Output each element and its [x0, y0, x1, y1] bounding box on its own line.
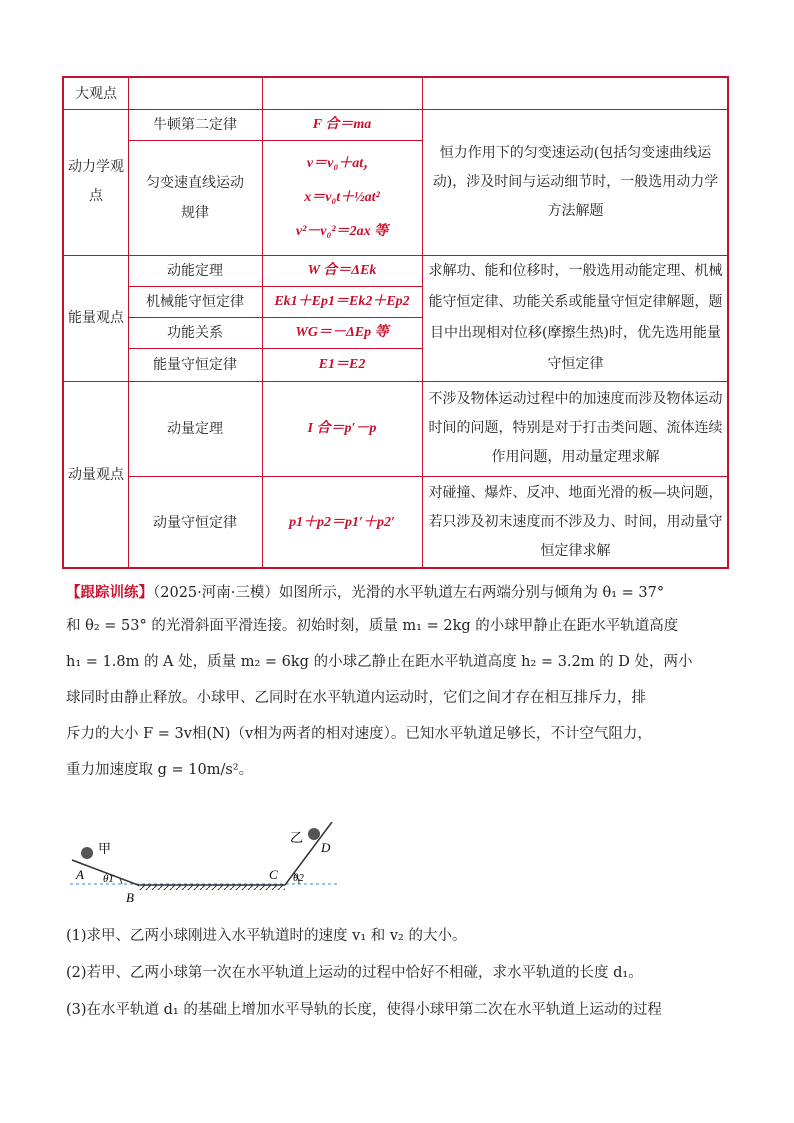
momentum-viewpoint: 动量观点 [68, 466, 124, 483]
law-mechanical-energy: 机械能守恒定律 [146, 293, 244, 310]
track-diagram [70, 822, 350, 907]
viewpoint-table [62, 76, 729, 569]
header-viewpoint: 大观点 [75, 85, 117, 102]
question-3: (3)在水平轨道 d₁ 的基础上增加水平导轨的长度，使得小球甲第二次在水平轨道上运动的过程 [66, 1002, 662, 1018]
label-yi: 乙 [290, 831, 304, 846]
problem-stem-line: 重力加速度取 g = 10m/s²。 [66, 762, 254, 778]
problem-stem [66, 582, 726, 795]
problem-tag: 【跟踪训练】 [66, 584, 153, 601]
momentum-conservation-description: 对碰撞、爆炸、反冲、地面光滑的板—块问题，若只涉及初末速度而不涉及力、时间，用动量守恒定律求解 [428, 485, 723, 559]
energy-description: 求解功、能和位移时，一般选用动能定理、机械能守恒定律、功能关系或能量守恒定律解题，题目中出现相对位移(摩擦生热)时，优先选用能量守恒定律 [428, 263, 723, 372]
law-uniform-acceleration: 匀变速直线运动规律 [146, 174, 244, 221]
law-momentum-theorem: 动量定理 [167, 420, 223, 437]
law-momentum-conservation: 动量守恒定律 [153, 514, 237, 531]
dynamics-viewpoint: 动力学观点 [68, 159, 124, 204]
problem-stem-line: h₁ = 1.8m 的 A 处，质量 m₂ = 6kg 的小球乙静止在距水平轨道高度 h₂ = 3.2m 的 D 处，两小 [66, 654, 693, 670]
problem-line-1 [66, 582, 726, 615]
formula-momentum-conservation: p1＋p2＝p1′＋p2′ [289, 514, 395, 530]
dynamics-description: 恒力作用下的匀变速运动(包括匀变速曲线运动)，涉及时间与运动细节时，一般选用动力学方法解题 [432, 144, 719, 219]
formula-momentum-theorem: I 合＝p′－p [307, 420, 377, 436]
formula-work-energy: WG＝－ΔEp 等 [295, 324, 389, 340]
ground-hatch [138, 885, 285, 890]
question-1: (1)求甲、乙两小球刚进入水平轨道时的速度 v₁ 和 v₂ 的大小。 [66, 928, 467, 944]
law-kinetic-energy: 动能定理 [167, 262, 223, 279]
ball-yi [308, 828, 320, 840]
problem-stem-line: 如图所示，光滑的水平轨道左右两端分别与倾角为 θ₁ = 37° [278, 585, 665, 601]
questions [66, 925, 726, 1036]
problem-stem-line: 斥力的大小 F = 3v相(N)（v相为两者的相对速度）。已知水平轨道足够长，不计空气阻力， [66, 726, 652, 742]
law-work-energy: 功能关系 [167, 324, 223, 341]
label-d: D [321, 840, 331, 855]
formula-line-3: v²－v₀²＝2ax 等 [295, 223, 389, 239]
label-jia: 甲 [98, 842, 112, 857]
problem-source: （2025·河南·三模） [153, 585, 279, 601]
formula-kinetic-energy: W 合＝ΔEk [307, 262, 377, 278]
law-energy-conservation: 能量守恒定律 [153, 356, 237, 373]
momentum-theorem-description: 不涉及物体运动过程中的加速度而涉及物体运动时间的问题，特别是对于打击类问题、流体连续作用问题，用动量定理求解 [428, 391, 723, 465]
header-law [128, 78, 262, 109]
angle-arc-left [120, 879, 122, 884]
ball-jia [81, 847, 93, 859]
question-2: (2)若甲、乙两小球第一次在水平轨道上运动的过程中恰好不相碰，求水平轨道的长度 d₁。 [66, 965, 643, 981]
energy-viewpoint: 能量观点 [68, 309, 124, 326]
formula-newton-second: F 合＝ma [312, 116, 372, 132]
formula-line-2: x＝v₀t＋½at² [304, 189, 380, 205]
label-c: C [269, 867, 278, 882]
law-newton-second: 牛顿第二定律 [153, 116, 237, 133]
formula-mechanical-energy: Ek1＋Ep1＝Ek2＋Ep2 [274, 293, 410, 309]
label-b: B [126, 890, 134, 905]
problem-stem-line: 和 θ₂ = 53° 的光滑斜面平滑连接。初始时刻，质量 m₁ = 2kg 的小球甲静止在距水平轨道高度 [66, 618, 679, 634]
header-description [422, 78, 729, 109]
formula-energy-conservation: E1＝E2 [318, 356, 366, 372]
label-a: A [76, 867, 84, 882]
header-formula [262, 78, 422, 109]
label-theta2: θ2 [293, 872, 304, 884]
track-figure [70, 822, 350, 911]
label-theta1: θ1 [103, 873, 114, 885]
problem-stem-line: 球同时由静止释放。小球甲、乙同时在水平轨道内运动时，它们之间才存在相互排斥力，排 [66, 690, 646, 706]
formula-line-1: v＝v₀＋at， [306, 155, 378, 171]
formula-uniform-acceleration [262, 140, 422, 255]
